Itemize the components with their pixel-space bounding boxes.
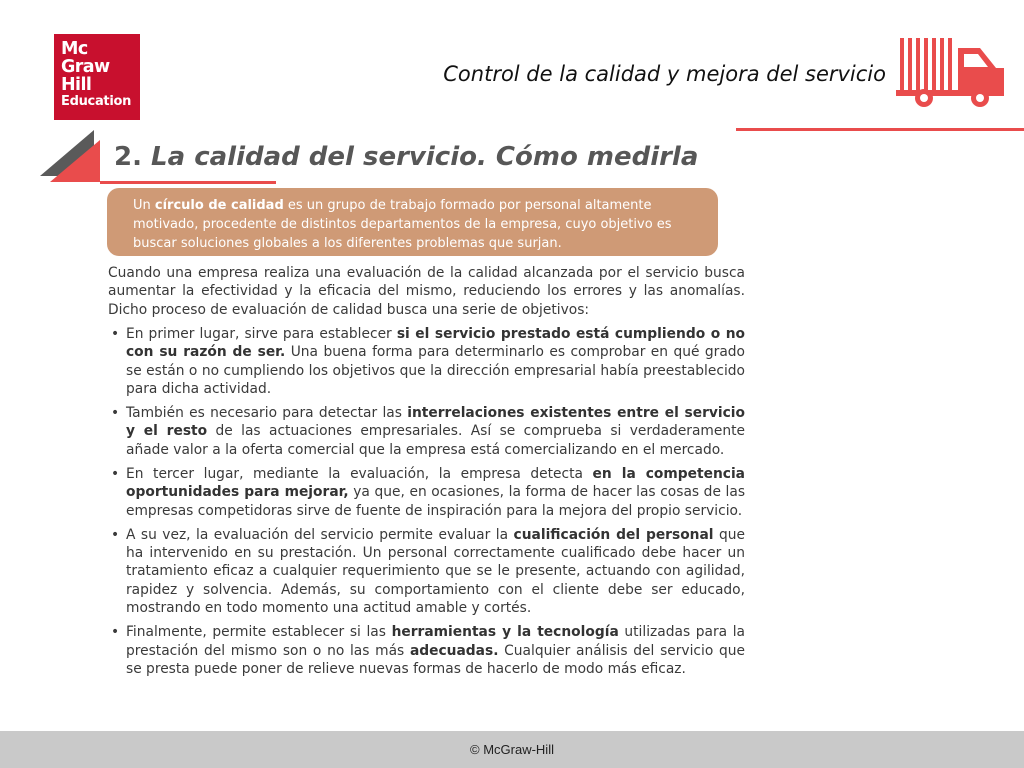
bullet-icon: • <box>111 325 120 342</box>
mcgraw-hill-logo <box>54 34 140 120</box>
bullet-icon: • <box>111 526 120 543</box>
section-number: 2. <box>114 142 142 172</box>
item-text: utilizadas para la prestación del mismo son o no las más <box>126 624 745 659</box>
logo-line-1: Mc <box>61 39 88 59</box>
item-text: En primer lugar, sirve para establecer <box>126 325 397 342</box>
item-highlight: adecuadas. <box>409 642 499 659</box>
item-text: Una buena forma para determinarlo es comprobar en qué grado se están o no cumpliendo los objetivos que la dirección empresarial había preestablecido para dicha actividad. <box>126 344 745 398</box>
list-item <box>108 623 745 678</box>
bullet-icon: • <box>111 465 120 482</box>
item-text: A su vez, la evaluación del servicio permite evaluar la <box>126 526 514 543</box>
item-text: Cualquier análisis del servicio que se presta puede poner de relieve nuevas formas de hacerlo de modo más eficaz. <box>126 642 745 678</box>
item-highlight: cualificación del personal <box>513 526 714 543</box>
item-highlight: en la competencia oportunidades para mejorar, <box>126 465 745 501</box>
section-divider <box>100 181 276 184</box>
logo-line-4: Education <box>61 94 132 109</box>
item-text: que ha intervenido en su prestación. Un personal correctamente cualificado debe hacer un tratamiento eficaz a cualquier requerimiento que se le presente, actuando con agilidad, rapidez y solvencia. Además, su comportamiento con el cliente debe ser educado, mostrando en todo momento una actitud amable y cortés. <box>126 526 745 617</box>
item-text: En tercer lugar, mediante la evaluación, la empresa detecta <box>126 465 593 482</box>
section-title-text: La calidad del servicio. Cómo medirla <box>151 142 699 172</box>
item-text: de las actuaciones empresariales. Así se comprueba si verdaderamente añade valor a la oferta comercial que la empresa está comercializando en el mercado. <box>126 423 746 458</box>
callout-text-pre: Un <box>133 198 155 213</box>
header-divider <box>736 128 1024 131</box>
logo-line-3: Hill <box>61 75 92 95</box>
list-item <box>108 325 745 399</box>
item-text: ya que, en ocasiones, la forma de hacer las cosas de las empresas competidoras sirve de fuente de inspiración para la mejora del propio servicio. <box>126 484 746 519</box>
header-title: Control de la calidad y mejora del servicio <box>443 62 886 86</box>
truck-icon <box>896 34 1008 112</box>
body-content <box>108 264 745 679</box>
list-item <box>108 404 745 459</box>
footer-bar <box>0 731 1024 768</box>
list-item <box>108 526 745 618</box>
item-text: También es necesario para detectar las <box>126 405 408 422</box>
definition-callout <box>107 188 718 256</box>
bullet-icon: • <box>111 624 120 641</box>
item-highlight: interrelaciones existentes entre el servicio y el resto <box>126 405 745 440</box>
item-highlight: si el servicio prestado está cumpliendo o no con su razón de ser. <box>126 325 745 361</box>
intro-paragraph: Cuando una empresa realiza una evaluación de la calidad alcanzada por el servicio busca aumentar la efectividad y la eficacia del mismo, reduciendo los errores y las anomalías. Dicho proceso de evaluación de calidad busca una serie de objetivos: <box>108 265 745 318</box>
bullet-icon: • <box>111 405 120 422</box>
item-text: Finalmente, permite establecer si las <box>126 624 392 641</box>
list-item <box>108 465 745 520</box>
section-title <box>114 142 698 172</box>
triangle-corner-icon <box>40 130 110 186</box>
objectives-list <box>108 325 745 679</box>
logo-line-2: Graw <box>61 57 110 77</box>
footer-copyright: © McGraw-Hill <box>470 742 554 757</box>
callout-term: círculo de calidad <box>154 198 284 213</box>
item-highlight: herramientas y la tecnología <box>391 624 619 641</box>
callout-text-post: es un grupo de trabajo formado por personal altamente motivado, procedente de distintos departamentos de la empresa, cuyo objetivo es buscar soluciones globales a los diferentes problemas que surjan. <box>133 198 672 251</box>
